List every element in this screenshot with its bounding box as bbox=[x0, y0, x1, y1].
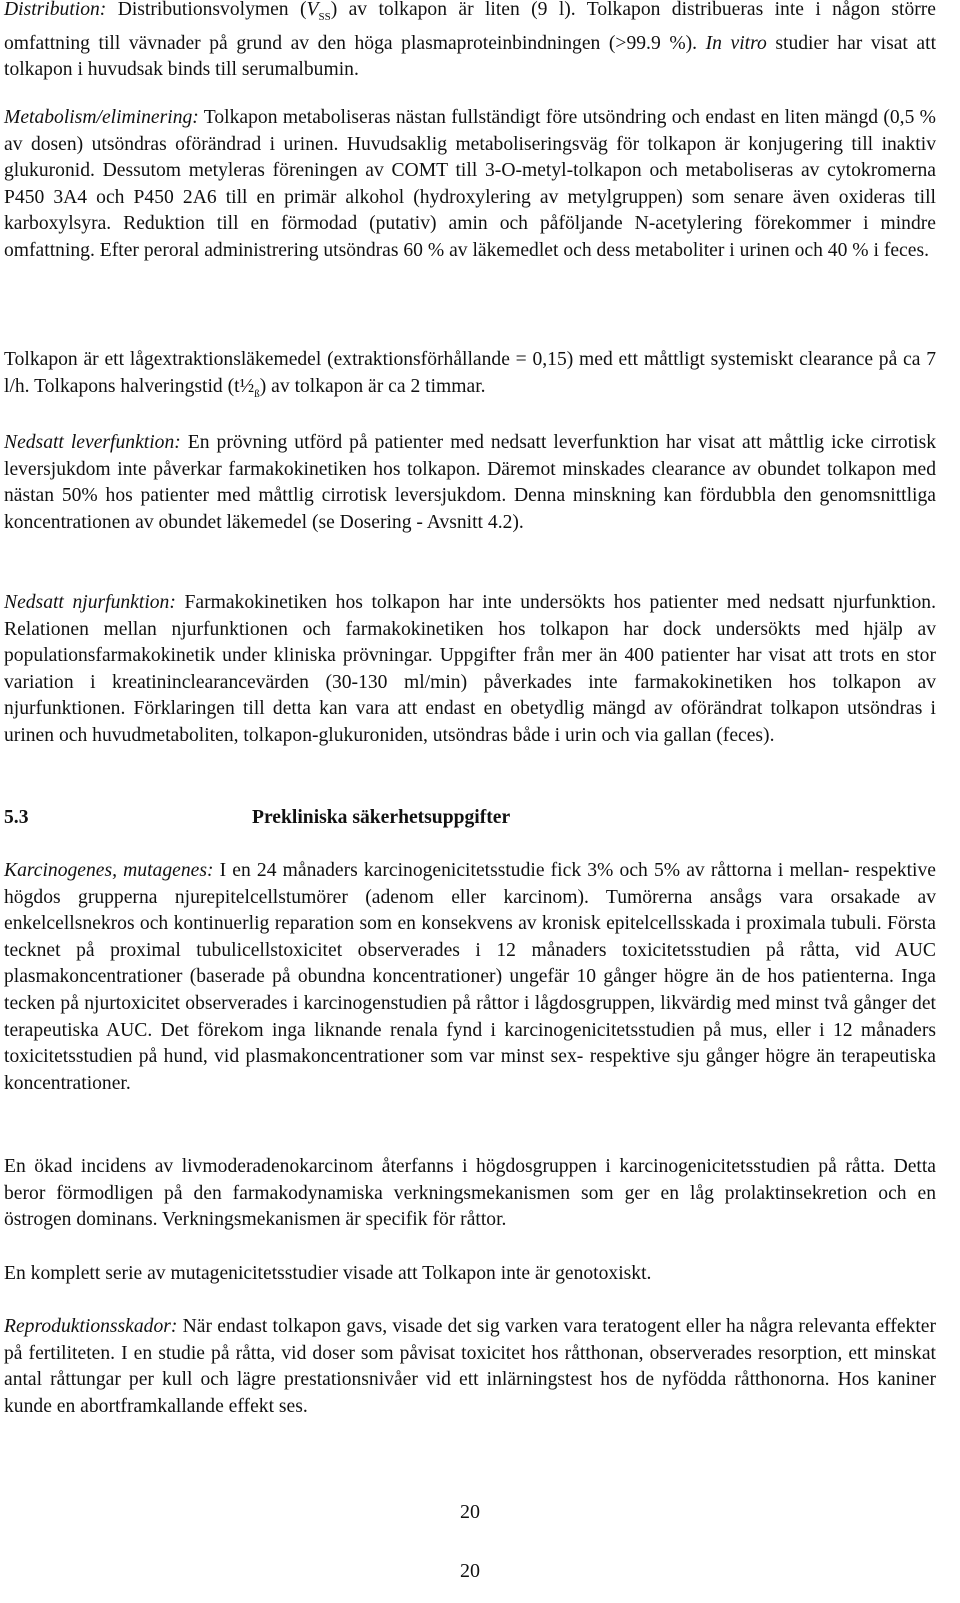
section-number: 5.3 bbox=[4, 807, 29, 828]
text: studier har visat att tolkapon i huvudsak binds till serumalbumin. bbox=[4, 32, 937, 81]
page-number: 20 bbox=[460, 1501, 480, 1523]
paragraph-carcinogenesis bbox=[4, 858, 936, 1097]
text: En komplett serie av mutagenicitetsstudier visade att Tolkapon inte är genotoxiskt. bbox=[4, 1263, 652, 1284]
text: ) av tolkapon är liten (9 l). Tolkapon distribueras inte i någon större omfattning till vävnader på grund av den höga plasmaproteinbindningen (>99.9 %). bbox=[4, 0, 936, 54]
paragraph-reproduction bbox=[4, 1314, 936, 1420]
paragraph-mutagenicity bbox=[4, 1261, 936, 1288]
text: När endast tolkapon gavs, visade det sig varken vara teratogent eller ha några relevanta effekter på fertiliteten. I en studie på råtta, vid doser som påvisat toxicitet hos råtthonan, observerades resorption, ett minskat antal råttungar per kull och lägre prestationsnivåer vid ett inlärningstest hos de nyfödda råtthonorna. Hos kaniner kunde en abortframkallande effekt ses. bbox=[4, 1316, 936, 1417]
label-carcinogenesis: Karcinogenes, mutagenes: bbox=[4, 860, 214, 881]
label-distribution: Distribution: bbox=[4, 0, 107, 20]
page-number: 20 bbox=[460, 1560, 480, 1582]
label-renal: Nedsatt njurfunktion: bbox=[4, 592, 176, 613]
text: Distributionsvolymen ( bbox=[106, 0, 307, 20]
paragraph-clearance bbox=[4, 347, 936, 407]
paragraph-renal bbox=[4, 590, 936, 750]
label-reproduction: Reproduktionsskador: bbox=[4, 1316, 178, 1337]
half-symbol: ½ bbox=[239, 375, 255, 397]
text: Farmakokinetiken hos tolkapon har inte undersökts hos patienter med nedsatt njurfunktion. Relationen mellan njurfunktionen och farmakokinetiken hos tolkapon har dock undersökts med hjälp av populationsfarmakokinetik under kliniska prövningar. Uppgifter från mer än 400 patienter har visat att trots en stor variation i kreatininclearancevärden (30-130 ml/min) påverkades inte farmakokinetiken hos tolkapon av njurfunktionen. Förklaringen till detta kan vara att endast en obetydlig mängd av oförändrat tolkapon utsöndras i urinen och huvudmetaboliten, tolkapon-glukuroniden, utsöndras både i urin och via gallan (feces). bbox=[4, 592, 936, 746]
text: I en 24 månaders karcinogenicitetsstudie fick 3% och 5% av råttorna i mellan- respektive högdos grupperna njurepitelcellstumörer (adenom eller karcinom). Tumörerna ansågs vara orsakade av enkelcellsnekros och kontinuerlig reparation som en konsekvens av kronisk epitelcellsskada i proximala tubuli. Första tecknet på proximal tubulicellstoxicitet observerades i 12 månaders toxicitetsstudien på råtta, vid AUC plasmakoncentrationer (baserade på obundna koncentrationer) ungefär 10 gånger högre än de hos patienterna. Inga tecken på njurtoxicitet observerades i karcinogenstudien på råttor i lågdosgruppen, likvärdig med minst två gånger det terapeutiska AUC. Det förekom inga liknande renala fynd i karcinogenicitetsstudien på mus, eller i 12 månaders toxicitetsstudien på hund, vid plasmakoncentrationer som var minst sex- respektive sju gånger högre än terapeutiska koncentrationer. bbox=[4, 860, 936, 1094]
text: En ökad incidens av livmoderadenokarcinom återfanns i högdosgruppen i karcinogenicitetsstudien på råtta. Detta beror förmodligen på den farmakodynamiska verkningsmekanismen som ger en låg prolaktinsekretion och en östrogen dominans. Verkningsmekanismen är specifik för råttor. bbox=[4, 1156, 936, 1231]
text: En prövning utförd på patienter med nedsatt leverfunktion har visat att måttlig icke cirrotisk leversjukdom inte påverkar farmakokinetiken hos tolkapon. Däremot minskades clearance av obundet tolkapon med nästan 50% hos patienter med måttlig cirrotisk leversjukdom. Denna minskning kan fördubbla den genomsnittliga koncentrationen av obundet läkemedel (se Dosering - Avsnitt 4.2). bbox=[4, 432, 937, 533]
text: ) av tolkapon är ca 2 timmar. bbox=[259, 375, 486, 397]
text: Tolkapon är ett lågextraktionsläkemedel (extraktionsförhållande = 0,15) med ett måttligt systemiskt clearance på ca 7 l/h. Tolkapons halveringstid (t bbox=[4, 349, 936, 397]
subscript: ß bbox=[254, 387, 260, 400]
in-vitro: In vitro bbox=[705, 32, 767, 54]
paragraph-metabolism bbox=[4, 105, 936, 265]
label-hepatic: Nedsatt leverfunktion: bbox=[4, 432, 181, 453]
paragraph-distribution bbox=[4, 0, 936, 84]
paragraph-adenocarcinoma bbox=[4, 1154, 936, 1234]
section-title: Prekliniska säkerhetsuppgifter bbox=[252, 807, 511, 828]
label-metabolism: Metabolism/eliminering: bbox=[4, 107, 199, 128]
subscript: SS bbox=[318, 10, 331, 23]
paragraph-hepatic bbox=[4, 430, 936, 536]
symbol-v: V bbox=[306, 0, 319, 20]
text: Tolkapon metaboliseras nästan fullständigt före utsöndring och endast en liten mängd (0,5 % av dosen) utsöndras oförändrad i urinen. Huvudsaklig metaboliseringsväg för tolkapon är konjugering till inaktiv glukuronid. Dessutom metyleras föreningen av COMT till 3-O-metyl-tolkapon och metaboliseras av cytokromerna P450 3A4 och P450 2A6 till en primär alkohol (hydroxylering av metylgruppen) som senare även oxideras till karboxylsyra. Reduktion till en förmodad (putativ) amin och påföljande N-acetylering förekommer i mindre omfattning. Efter peroral administrering utsöndras 60 % av läkemedlet och dess metaboliter i urinen och 40 % i feces. bbox=[4, 107, 936, 261]
section-heading bbox=[4, 805, 510, 832]
